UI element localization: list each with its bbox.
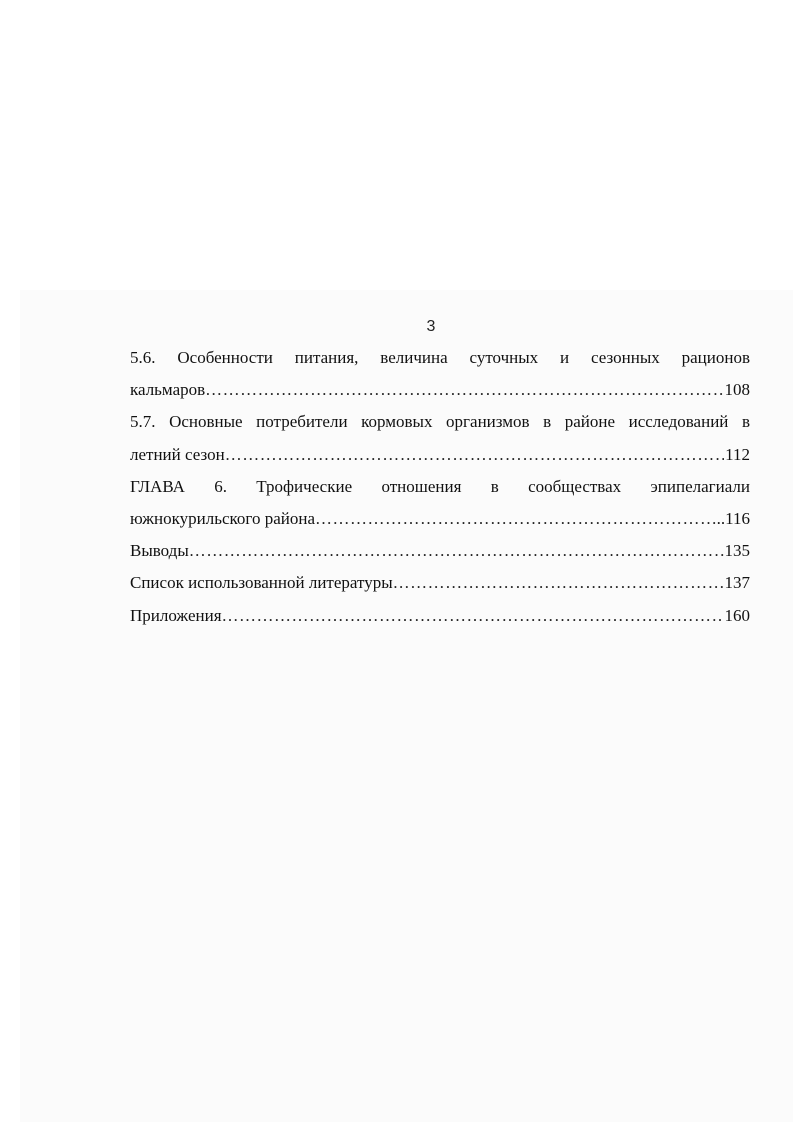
toc-entry-line [130,374,750,406]
dot-leader [205,374,723,406]
toc-entry-title-end: летний сезон [130,444,225,464]
toc-entry-title: 5.6. Особенности питания, величина суточных и сезонных рационов [130,348,750,367]
toc-page-number: 137 [724,573,750,593]
toc-entry-line [130,535,750,567]
toc-entry-title-end: кальмаров [130,380,206,400]
toc-entry-chapter-6[interactable] [130,471,750,535]
toc-entry-5-7[interactable] [130,406,750,470]
toc-entry-title-end: южнокурильского района [130,509,315,529]
toc-entry-title: ГЛАВА 6. Трофические отношения в сообществах эпипелагиали [130,476,750,496]
toc-entry-title: 5.7. Основные потребители кормовых организмов в районе исследований в [130,412,750,432]
toc-page-number: 108 [724,380,750,400]
toc-entry-conclusions[interactable] [130,535,750,567]
toc-entry-title: Список использованной литературы [130,573,393,593]
toc-entry-5-6[interactable] [130,342,750,406]
dot-leader [315,503,716,535]
toc-entry-references[interactable] [130,567,750,599]
toc-entry-line [130,503,750,535]
toc-entry-title: Выводы [130,541,189,561]
toc-page-number: 160 [724,605,750,625]
toc-entry-line [130,439,750,471]
toc-entry-title: Приложения [130,605,222,625]
toc-page-number: 112 [725,444,750,464]
dot-leader [222,600,724,632]
dot-leader [225,439,724,471]
toc-entry-appendices[interactable] [130,600,750,632]
toc-page-number: ..116 [716,509,750,529]
page-number: 3 [426,318,436,335]
toc-entry-line [130,567,750,599]
toc-page-number: 135 [724,541,750,561]
toc-entry-line [130,600,750,632]
dot-leader [189,535,724,567]
dot-leader [393,567,724,599]
table-of-contents [130,342,750,632]
